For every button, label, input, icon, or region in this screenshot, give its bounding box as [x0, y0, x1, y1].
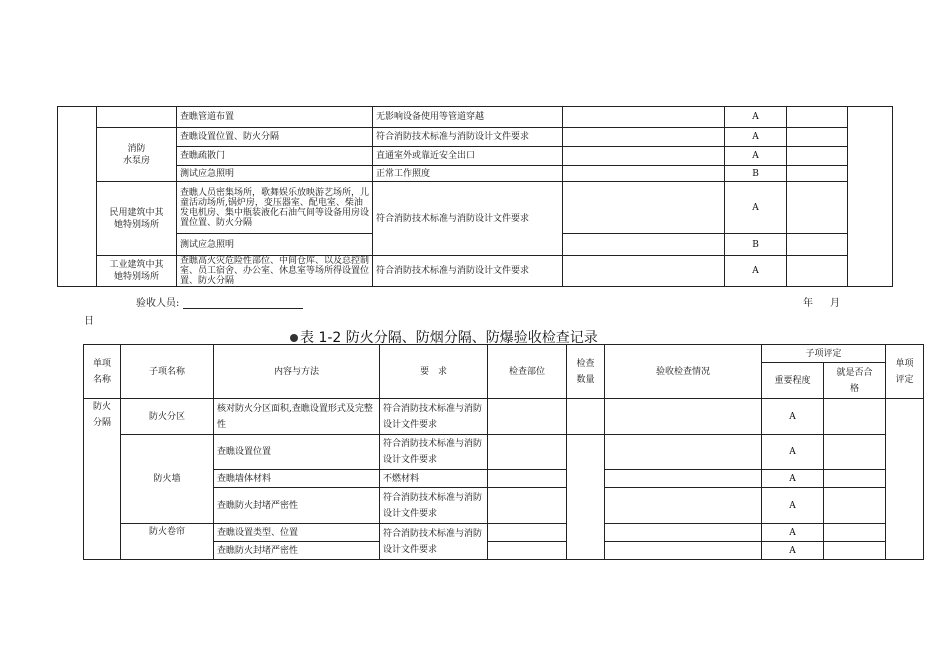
- header-unit-name: 单项 名称: [84, 345, 121, 399]
- status-cell: [563, 256, 725, 287]
- status-cell: [563, 182, 725, 234]
- status-cell: [605, 488, 762, 524]
- unit-cell: [58, 107, 97, 287]
- unit-eval-cell: [848, 107, 893, 287]
- status-cell: [605, 524, 762, 542]
- status-cell: [605, 470, 762, 488]
- pass-cell: [787, 166, 848, 182]
- pass-cell: [824, 399, 886, 435]
- requirement-cell: 符合消防技术标准与消防设计文件要求: [380, 524, 488, 560]
- table-row: [58, 128, 893, 147]
- date-month: 月: [830, 298, 840, 309]
- part-cell: [488, 524, 567, 542]
- importance-cell: B: [725, 234, 787, 256]
- inspector-signature-line[interactable]: [183, 298, 303, 309]
- pass-cell: [787, 256, 848, 287]
- subitem-cell: 消防 水泵房: [97, 128, 177, 182]
- header-importance: 重要程度: [762, 363, 824, 399]
- requirement-cell: 直通室外或靠近安全出口: [373, 147, 563, 166]
- header-subitem: 子项名称: [121, 345, 214, 399]
- status-cell: [605, 399, 762, 435]
- part-cell: [488, 435, 567, 470]
- requirement-cell: 符合消防技术标准与消防设计文件要求: [373, 128, 563, 147]
- importance-cell: A: [725, 182, 787, 234]
- inspector-label: [136, 294, 303, 309]
- importance-cell: A: [762, 399, 824, 435]
- qty-cell: [567, 435, 605, 560]
- header-content: 内容与方法: [214, 345, 380, 399]
- header-requirement: 要 求: [380, 345, 488, 399]
- pass-cell: [787, 107, 848, 128]
- method-cell: 核对防火分区面积,查瞧设置形式及完整性: [214, 399, 380, 435]
- importance-cell: A: [725, 107, 787, 128]
- subitem-cell: 民用建筑中其 她特别场所: [97, 182, 177, 256]
- table-row: [58, 182, 893, 234]
- method-cell: 查瞧防火封堵严密性: [214, 542, 380, 560]
- pass-cell: [824, 524, 886, 542]
- requirement-cell: 符合消防技术标准与消防设计文件要求: [380, 488, 488, 524]
- header-check-qty: 检查 数量: [567, 345, 605, 399]
- table-row: [58, 256, 893, 287]
- pass-cell: [824, 488, 886, 524]
- requirement-cell: 不燃材料: [380, 470, 488, 488]
- method-cell: 查瞧人员密集场所，歌舞娱乐放映游艺场所，儿童活动场所,锅炉房，变压器室、配电室、柴油发电机房、集中瓶装液化石油气间等设备用房设置位置、防火分隔: [177, 182, 373, 234]
- inspection-table: [83, 344, 924, 560]
- status-cell: [563, 107, 725, 128]
- method-cell: 查瞧防火封堵严密性: [214, 488, 380, 524]
- importance-cell: A: [725, 147, 787, 166]
- method-cell: 查瞧设置位置: [214, 435, 380, 470]
- pass-cell: [787, 147, 848, 166]
- table-row: [58, 107, 893, 128]
- method-cell: 查瞧疏散门: [177, 147, 373, 166]
- part-cell: [488, 399, 567, 435]
- status-cell: [563, 128, 725, 147]
- table-row: [84, 435, 924, 470]
- pass-cell: [824, 435, 886, 470]
- subitem-cell: 防火墙: [121, 435, 214, 524]
- importance-cell: A: [725, 256, 787, 287]
- requirement-cell: 符合消防技术标准与消防设计文件要求: [380, 435, 488, 470]
- pass-cell: [787, 182, 848, 234]
- bullet-icon: [290, 334, 298, 342]
- method-cell: 测试应急照明: [177, 234, 373, 256]
- date-year: 年: [803, 298, 813, 309]
- status-cell: [563, 166, 725, 182]
- status-cell: [563, 147, 725, 166]
- header-status: 验收检查情况: [605, 345, 762, 399]
- table-row: [58, 147, 893, 166]
- table-row: [84, 524, 924, 542]
- header-pass: 就是否合 格: [824, 363, 886, 399]
- method-cell: 查瞧设置类型、位置: [214, 524, 380, 542]
- header-unit-eval: 单项 评定: [886, 345, 924, 399]
- requirement-cell: 符合消防技术标准与消防设计文件要求: [373, 182, 563, 256]
- pass-cell: [824, 470, 886, 488]
- pass-cell: [787, 128, 848, 147]
- inspector-label-text: 验收人员:: [136, 298, 180, 309]
- requirement-cell: 符合消防技术标准与消防设计文件要求: [380, 399, 488, 435]
- requirement-cell: 符合消防技术标准与消防设计文件要求: [373, 256, 563, 287]
- table-header-row: [84, 345, 924, 363]
- requirement-cell: 正常工作照度: [373, 166, 563, 182]
- table-title-text: 表 1-2 防火分隔、防烟分隔、防爆验收检查记录: [300, 330, 598, 346]
- method-cell: 查瞧墙体材料: [214, 470, 380, 488]
- method-cell: 查瞧高火灾危险性部位、中间仓库、以及总控制室、员工宿舍、办公室、休息室等场所得设置位置、防火分隔: [177, 256, 373, 287]
- importance-cell: B: [725, 166, 787, 182]
- status-cell: [563, 234, 725, 256]
- importance-cell: A: [725, 128, 787, 147]
- pass-cell: [787, 234, 848, 256]
- date-day: 日: [84, 316, 94, 327]
- unit-eval-cell: [886, 399, 924, 560]
- importance-cell: A: [762, 470, 824, 488]
- importance-cell: A: [762, 542, 824, 560]
- requirement-cell: 无影响设备使用等管道穿越: [373, 107, 563, 128]
- part-cell: [488, 470, 567, 488]
- unit-cell: 防火 分隔: [84, 399, 121, 560]
- header-check-part: 检查部位: [488, 345, 567, 399]
- header-sub-eval: 子项评定: [762, 345, 886, 363]
- importance-cell: A: [762, 488, 824, 524]
- status-cell: [605, 435, 762, 470]
- method-cell: 查瞧设置位置、防火分隔: [177, 128, 373, 147]
- importance-cell: A: [762, 524, 824, 542]
- status-cell: [605, 542, 762, 560]
- inspection-table-continued: [57, 106, 893, 287]
- table-row: [84, 399, 924, 435]
- subitem-cell: 工业建筑中其 她特别场所: [97, 256, 177, 287]
- table-row: [58, 166, 893, 182]
- qty-cell: [567, 399, 605, 435]
- subitem-cell: [97, 107, 177, 128]
- pass-cell: [824, 542, 886, 560]
- subitem-cell: 防火分区: [121, 399, 214, 435]
- subitem-cell: 防火卷帘: [121, 524, 214, 560]
- importance-cell: A: [762, 435, 824, 470]
- part-cell: [488, 488, 567, 524]
- method-cell: 测试应急照明: [177, 166, 373, 182]
- method-cell: 查瞧管道布置: [177, 107, 373, 128]
- part-cell: [488, 542, 567, 560]
